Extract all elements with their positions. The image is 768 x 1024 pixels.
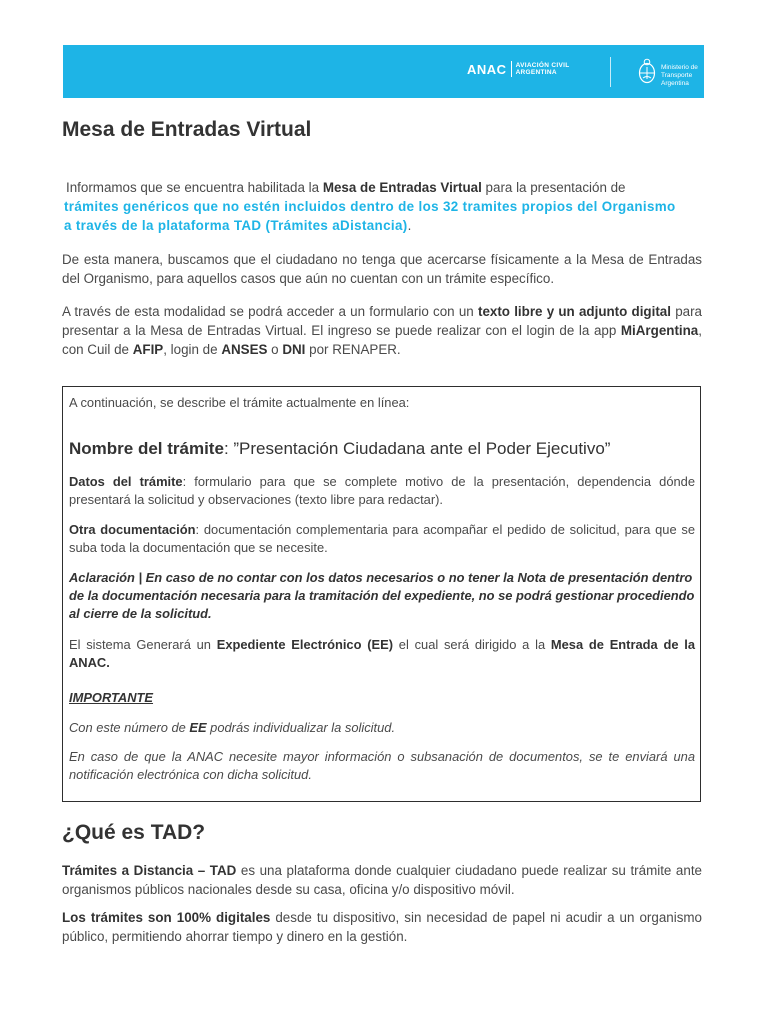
- tad-description: [62, 861, 702, 899]
- bold-ee: EE: [189, 720, 207, 735]
- text: desde tu dispositivo, sin necesidad de papel ni acudir a un organismo público, permitiendo ahorrar tiempo y dinero en la gestión.: [62, 910, 702, 944]
- anac-logo-subtitle: [516, 62, 570, 76]
- banner-divider: [610, 57, 611, 87]
- tad-heading: ¿Qué es TAD?: [62, 821, 206, 844]
- datos-text: : formulario para que se complete motivo de la presentación, dependencia dónde presentará la solicitud y observaciones (texto libre para redactar).: [69, 474, 695, 507]
- box-intro: A continuación, se describe el trámite actualmente en línea:: [69, 395, 410, 410]
- sistema-expediente: [69, 636, 695, 672]
- intro-text-end: para la presentación de: [481, 180, 626, 195]
- datos-label: Datos del trámite: [69, 474, 183, 489]
- tramite-info-box: [62, 386, 701, 802]
- text: es una plataforma donde cualquier ciudadano puede realizar su trámite ante organismos públicos nacionales desde su casa, oficina y/o dispositivo móvil.: [62, 863, 702, 897]
- text: el cual será dirigido a la: [393, 637, 551, 652]
- text: , con Cuil de: [62, 323, 702, 357]
- text: o: [267, 342, 283, 357]
- intro-text: Informamos que se encuentra habilitada la: [66, 180, 323, 195]
- caso-anac: En caso de que la ANAC necesite mayor información o subsanación de documentos, se te enviará una notificación electrónica con dicha solicitud.: [69, 749, 695, 782]
- tramite-name-label: Nombre del trámite: [69, 439, 224, 458]
- text: El sistema Generará un: [69, 637, 217, 652]
- ministry-line1: Ministerio de Transporte: [661, 64, 698, 79]
- header-banner: [63, 45, 704, 98]
- aclaracion: Aclaración | En caso de no contar con los datos necesarios o no tener la Nota de presentación dentro de la documentación necesaria para la tramitación del expediente, no se podrá gestionar procediendo al cierre de la solicitud.: [69, 570, 695, 621]
- text: por RENAPER.: [305, 342, 401, 357]
- tramite-name: [69, 439, 610, 459]
- bold-tad: Trámites a Distancia – TAD: [62, 863, 237, 878]
- intro-bold-mesa: Mesa de Entradas Virtual: [322, 180, 482, 195]
- bold-dni: DNI: [282, 342, 306, 357]
- otra-documentacion: [69, 521, 695, 557]
- bold-anses: ANSES: [221, 342, 268, 357]
- anac-subtitle-line1: AVIACIÓN CIVIL: [515, 62, 570, 69]
- ministry-line2: Argentina: [661, 80, 689, 87]
- bold-mesa-anac: Mesa de Entrada de la ANAC.: [69, 637, 696, 670]
- anac-logo-text: ANAC: [467, 61, 507, 77]
- datos-tramite: [69, 473, 695, 509]
- tramite-name-value: : ”Presentación Ciudadana ante el Poder Ejecutivo”: [223, 439, 611, 458]
- anac-logo: [467, 61, 569, 77]
- coat-of-arms-icon: [637, 58, 657, 85]
- link-period: .: [407, 218, 412, 233]
- paragraph-modalidad: [62, 302, 702, 359]
- text: Con este número de: [69, 720, 190, 735]
- bold-afip: AFIP: [132, 342, 164, 357]
- text: A través de esta modalidad se podrá acceder a un formulario con un: [62, 304, 478, 319]
- bold-expediente: Expediente Electrónico (EE): [216, 637, 394, 652]
- importante-heading: IMPORTANTE: [69, 690, 154, 705]
- ministry-name: [661, 64, 704, 88]
- text: , login de: [163, 342, 222, 357]
- paragraph-acercarse: De esta manera, buscamos que el ciudadano no tenga que acercarse físicamente a la Mesa de Entradas del Organismo, para aquellos casos que aún no cuentan con un trámite específico.: [62, 252, 702, 286]
- numero-ee: [69, 719, 695, 737]
- bold-digitales: Los trámites son 100% digitales: [62, 910, 271, 925]
- bold-miargentina: MiArgentina: [620, 323, 699, 338]
- logo-separator: [511, 61, 512, 77]
- bold-texto-libre: texto libre y un adjunto digital: [477, 304, 671, 319]
- page-title: Mesa de Entradas Virtual: [62, 118, 312, 141]
- intro-paragraph: [66, 178, 706, 197]
- otra-label: Otra documentación: [69, 522, 196, 537]
- tad-digital: [62, 908, 702, 946]
- anac-subtitle-line2: ARGENTINA: [515, 69, 557, 76]
- text: para presentar a la Mesa de Entradas Virtual. El ingreso se puede realizar con el login de la app: [62, 304, 702, 338]
- tramites-link-line1[interactable]: trámites genéricos que no estén incluidos dentro de los 32 tramites propios del Organismo: [64, 199, 676, 214]
- text: podrás individualizar la solicitud.: [206, 720, 396, 735]
- tramites-link-line2[interactable]: a través de la plataforma TAD (Trámites aDistancia): [64, 218, 408, 233]
- tramites-link[interactable]: [64, 197, 704, 235]
- otra-text: : documentación complementaria para acompañar el pedido de solicitud, para que se suba toda la documentación que se necesite.: [69, 522, 695, 555]
